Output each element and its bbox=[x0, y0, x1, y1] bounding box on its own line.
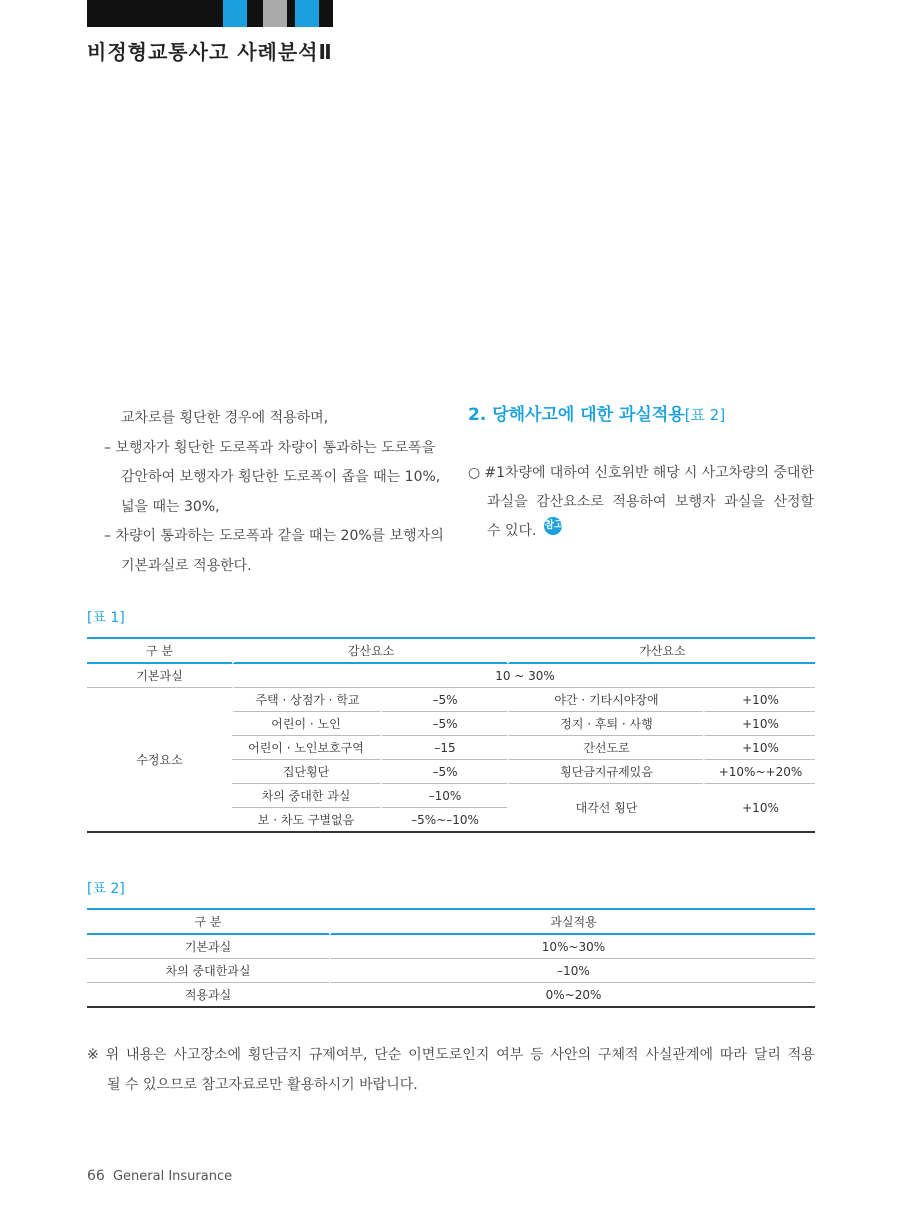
header-bar-segment bbox=[295, 0, 319, 27]
justified-line-1 bbox=[468, 459, 814, 488]
word: 내용은 bbox=[125, 1047, 167, 1063]
table-cell: +10%~+20% bbox=[703, 760, 815, 784]
header-bar-segment bbox=[87, 0, 223, 27]
word: 여부 bbox=[496, 1047, 524, 1063]
table-cell: 기본과실 bbox=[87, 935, 329, 959]
word: 등 bbox=[530, 1047, 544, 1063]
word: 수 있다. bbox=[487, 523, 537, 539]
footnote-line-2: 될 수 있으므로 참고자료로만 활용하시기 바랍니다. bbox=[107, 1077, 418, 1093]
table-header-cell: 과실적용 bbox=[329, 910, 815, 935]
text-line: 넓을 때는 30%, bbox=[121, 498, 220, 515]
table-cell: –15 bbox=[380, 736, 507, 760]
table-cell: –5% bbox=[380, 712, 507, 736]
section-paragraph bbox=[468, 459, 814, 546]
word: 보행자 bbox=[675, 494, 716, 510]
table-header-cell: 구 분 bbox=[87, 639, 232, 664]
table-row bbox=[87, 959, 815, 983]
table-row bbox=[87, 688, 815, 712]
table-cell: –5% bbox=[380, 688, 507, 712]
table-header-cell: 구 분 bbox=[87, 910, 329, 935]
word: 과실을 bbox=[487, 494, 528, 510]
table-cell: 간선도로 bbox=[507, 736, 703, 760]
right-column bbox=[468, 400, 814, 546]
table-cell: 야간 · 기타시야장애 bbox=[507, 688, 703, 712]
word: 횡단금지 bbox=[247, 1047, 303, 1063]
word: 과실을 bbox=[724, 494, 765, 510]
table-cell: +10% bbox=[703, 688, 815, 712]
table-cell: 적용과실 bbox=[184, 988, 232, 1002]
row-label-cell: 수정요소 bbox=[136, 753, 183, 767]
word: 감산요소로 bbox=[536, 494, 604, 510]
table-header-row bbox=[87, 910, 815, 935]
section-heading-text: 2. 당해사고에 대한 과실적용 bbox=[468, 405, 685, 425]
word: 적용하여 bbox=[612, 494, 667, 510]
reference-badge-icon: 참고 bbox=[544, 517, 562, 535]
table-header-cell: 감산요소 bbox=[232, 639, 507, 664]
word: 달리 bbox=[753, 1047, 781, 1063]
table-cell: 정지 · 후퇴 · 사행 bbox=[507, 712, 703, 736]
word: 사안의 bbox=[550, 1047, 592, 1063]
word: 사고장소에 bbox=[173, 1047, 242, 1063]
table-cell: 횡단금지규제있음 bbox=[507, 760, 703, 784]
left-column-text bbox=[104, 404, 444, 581]
word: #1차량에 bbox=[484, 465, 546, 481]
footnote-line-1 bbox=[87, 1040, 815, 1070]
word: 구체적 bbox=[597, 1047, 639, 1063]
word: 적용 bbox=[787, 1047, 815, 1063]
header-bar-segment bbox=[319, 0, 333, 27]
table-row bbox=[87, 983, 815, 1006]
table-cell: 10%~30% bbox=[329, 935, 815, 959]
table-cell: +10% bbox=[703, 736, 815, 760]
table-cell: 어린이 · 노인 bbox=[232, 712, 380, 736]
section-heading bbox=[468, 400, 814, 430]
text-line: 기본과실로 적용한다. bbox=[121, 557, 252, 574]
table-cell: 10 ~ 30% bbox=[232, 664, 815, 688]
header-bar-segment bbox=[247, 0, 263, 27]
word: 시 bbox=[683, 465, 698, 481]
page-footer bbox=[87, 1168, 232, 1184]
table-cell: 0%~20% bbox=[329, 983, 815, 1006]
word: 중대한 bbox=[773, 465, 814, 481]
table-row bbox=[87, 935, 815, 959]
text-line: – 보행자가 횡단한 도로폭과 차량이 통과하는 도로폭을 bbox=[104, 439, 436, 456]
table-cell: –5% bbox=[380, 760, 507, 784]
table2 bbox=[87, 908, 815, 1008]
table1-label: [표 1] bbox=[87, 610, 125, 626]
word: ※ bbox=[87, 1047, 99, 1063]
header-color-bar bbox=[87, 0, 333, 27]
publication-name: General Insurance bbox=[112, 1169, 233, 1184]
text-line: 감안하여 보행자가 횡단한 도로폭이 좁을 때는 10%, bbox=[121, 469, 441, 485]
table-cell: 대각선 횡단 bbox=[507, 784, 703, 831]
text-line: – 차량이 통과하는 도로폭과 같을 때는 20%를 보행자의 bbox=[104, 528, 444, 544]
paragraph-last-line bbox=[468, 517, 814, 546]
header-bar-segment bbox=[287, 0, 295, 27]
section-heading-ref: [표 2] bbox=[684, 406, 726, 424]
table2-label: [표 2] bbox=[87, 881, 125, 897]
text-line: 교차로를 횡단한 경우에 적용하며, bbox=[121, 410, 329, 426]
word: 단순 bbox=[374, 1047, 402, 1063]
word: 따라 bbox=[719, 1047, 747, 1063]
word: 대하여 bbox=[549, 465, 591, 481]
table-cell: 보 · 차도 구별없음 bbox=[257, 813, 355, 827]
word: 산정할 bbox=[773, 494, 814, 510]
table-header-row bbox=[87, 639, 815, 664]
word: ○ bbox=[468, 465, 481, 481]
table1 bbox=[87, 637, 815, 833]
justified-line-2 bbox=[468, 488, 814, 517]
table-row bbox=[87, 664, 815, 688]
footnote bbox=[87, 1040, 815, 1100]
word: 이면도로인지 bbox=[408, 1047, 490, 1063]
table-header-cell: 가산요소 bbox=[507, 639, 815, 664]
word: 사고차량의 bbox=[701, 465, 770, 481]
table-cell: 주택 · 상점가 · 학교 bbox=[232, 688, 380, 712]
table-cell: 차의 중대한과실 bbox=[87, 959, 329, 983]
word: 신호위반 bbox=[594, 465, 649, 481]
table-cell: –10% bbox=[380, 784, 507, 808]
table-cell: 차의 중대한 과실 bbox=[232, 784, 380, 808]
table-cell: 집단횡단 bbox=[232, 760, 380, 784]
header-bar-segment bbox=[263, 0, 287, 27]
word: 규제여부, bbox=[308, 1047, 368, 1063]
table-cell: –10% bbox=[329, 959, 815, 983]
table-cell: –5%~–10% bbox=[380, 808, 507, 831]
table-cell: +10% bbox=[703, 784, 815, 831]
row-label-cell: 기본과실 bbox=[87, 664, 232, 688]
page-number: 66 bbox=[87, 1168, 105, 1184]
page-title: 비정형교통사고 사례분석Ⅱ bbox=[87, 40, 333, 64]
table-cell: +10% bbox=[703, 712, 815, 736]
word: 위 bbox=[105, 1047, 120, 1063]
table-cell: 어린이 · 노인보호구역 bbox=[232, 736, 380, 760]
word: 해당 bbox=[652, 465, 680, 481]
word: 사실관계에 bbox=[645, 1047, 714, 1063]
header-bar-segment bbox=[223, 0, 247, 27]
